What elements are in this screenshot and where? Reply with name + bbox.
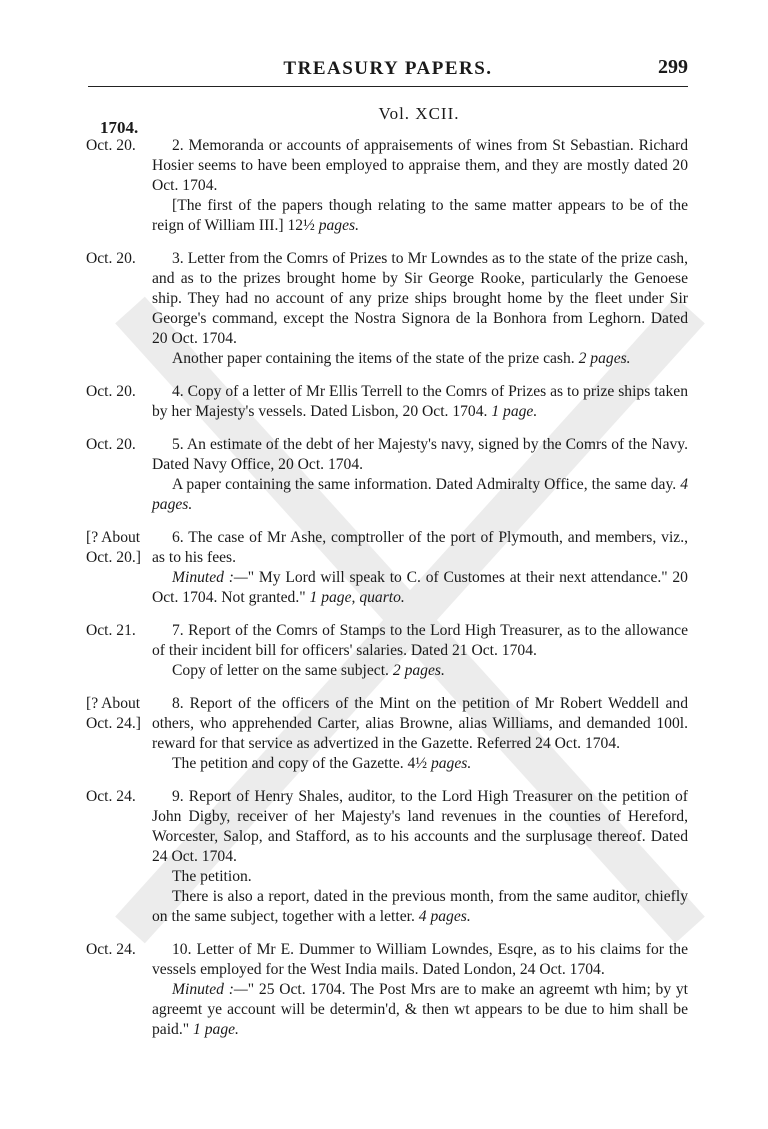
entry-body [152,382,688,422]
paragraph-text: Copy of letter on the same subject. [172,662,389,679]
paragraph-text: 2. Memoranda or accounts of appraisements of wines from St Sebastian. Richard Hosier seems to have been employed to appraise them, and they are mostly dated 20 Oct. 1704. [152,137,688,194]
paragraph-text: 3. Letter from the Comrs of Prizes to Mr Lowndes as to the state of the prize cash, and as to the prizes brought home by Sir George Rooke, particularly the Genoese ship. They had no account of any prize ships brought home by the fleet under Sir George's command, except the Nostra Signora de la Bonhora from Leghorn. Dated 20 Oct. 1704. [152,250,688,347]
entry-date: Oct. 20. [86,137,136,154]
page-count: 1 page. [193,1021,239,1038]
entry-note [152,349,688,369]
page-number: 299 [658,56,688,78]
entry-body [152,621,688,681]
entry-body [152,435,688,515]
entry-note [152,661,688,681]
entry-date: Oct. 20. [86,250,136,267]
entry-body [152,787,688,927]
entry-text [152,787,688,867]
entry-date: Oct. 24. [86,788,136,805]
entry-body [152,694,688,774]
entry-note [152,887,688,927]
entry-date: Oct. 24. [86,941,136,958]
entry [86,528,688,608]
entry-note [152,867,688,887]
minute-note [152,980,688,1040]
entry-text [152,136,688,196]
entry-text [152,382,688,422]
page-count: 2 pages. [392,662,445,679]
entry [86,249,688,369]
paragraph-text: 9. Report of Henry Shales, auditor, to the Lord High Treasurer on the petition of John Digby, receiver of her Majesty's land revenues in the counties of Hereford, Worcester, Salop, and Stafford, as to his accounts and the surplusage thereof. Dated 24 Oct. 1704. [152,788,688,865]
entry-text [152,249,688,349]
minute-text: " 25 Oct. 1704. The Post Mrs are to make an agreemt wth him; by yt agreemt ye account will be determin'd, & then wt appears to be due to him shall be paid." [152,981,688,1038]
paragraph-text: 5. An estimate of the debt of her Majesty's navy, signed by the Comrs of the Navy. Dated Navy Office, 20 Oct. 1704. [152,436,688,473]
entry-note [152,475,688,515]
paragraph-text: The petition and copy of the Gazette. 4½ [172,755,428,772]
minute-note [152,568,688,608]
entry-date: Oct. 20. [86,436,136,453]
paragraph-text: The petition. [172,868,252,885]
minute-label: Minuted :— [172,569,248,586]
paragraph-text: 7. Report of the Comrs of Stamps to the Lord High Treasurer, as to the allowance of their incident bill for officers' salaries. Dated 21 Oct. 1704. [152,622,688,659]
minute-text: " My Lord will speak to C. of Customes at their next attendance." 20 Oct. 1704. Not granted." [152,569,688,606]
entry-text [152,528,688,568]
entry-body [152,940,688,1040]
page-count: 1 page, quarto. [309,589,405,606]
entry-date: Oct. 21. [86,622,136,639]
entry [86,435,688,515]
paragraph-text: Another paper containing the items of the state of the prize cash. [172,350,575,367]
entry-date: [? About Oct. 24.] [86,695,141,732]
entry-note [152,754,688,774]
entry-text [152,435,688,475]
entry-text [152,940,688,980]
page-count: 2 pages. [578,350,631,367]
page-count: 1 page. [491,403,538,420]
page-count: 4 pages. [152,476,688,513]
paragraph-text: [The first of the papers though relating to the same matter appears to be of the reign of William III.] 12½ [152,197,688,234]
entries-list [86,136,688,1053]
entry [86,136,688,236]
entry-note [152,196,688,236]
paragraph-text: 8. Report of the officers of the Mint on the petition of Mr Robert Weddell and others, who apprehended Carter, alias Browne, alias Williams, and demanded 100l. reward for that service as advertized in the Gazette. Referred 24 Oct. 1704. [152,695,688,752]
entry-body [152,249,688,369]
entry-text [152,621,688,661]
entry-text [152,694,688,754]
entry-body [152,136,688,236]
paragraph-text: 6. The case of Mr Ashe, comptroller of the port of Plymouth, and members, viz., as to his fees. [152,529,688,566]
entry-date: Oct. 20. [86,383,136,400]
page-count: 4 pages. [418,908,471,925]
paragraph-text: There is also a report, dated in the previous month, from the same auditor, chiefly on the same subject, together with a letter. [152,888,688,925]
entry [86,382,688,422]
running-title: TREASURY PAPERS. [283,58,493,79]
entry [86,694,688,774]
minute-label: Minuted :— [172,981,248,998]
running-head [88,52,688,87]
entry-date: [? About Oct. 20.] [86,529,141,566]
entry [86,940,688,1040]
page-count: pages. [430,755,472,772]
entry-body [152,528,688,608]
paragraph-text: A paper containing the same information. Dated Admiralty Office, the same day. [172,476,677,493]
entry [86,621,688,681]
volume-heading: Vol. XCII. [378,104,460,123]
year-label: 1704. [100,118,139,137]
paragraph-text: 10. Letter of Mr E. Dummer to William Lowndes, Esqre, as to his claims for the vessels employed for the West India mails. Dated London, 24 Oct. 1704. [152,941,688,978]
page-count: pages. [318,217,359,234]
paragraph-text: 4. Copy of a letter of Mr Ellis Terrell to the Comrs of Prizes as to prize ships taken by her Majesty's vessels. Dated Lisbon, 20 Oct. 1704. [152,383,688,420]
entry [86,787,688,927]
